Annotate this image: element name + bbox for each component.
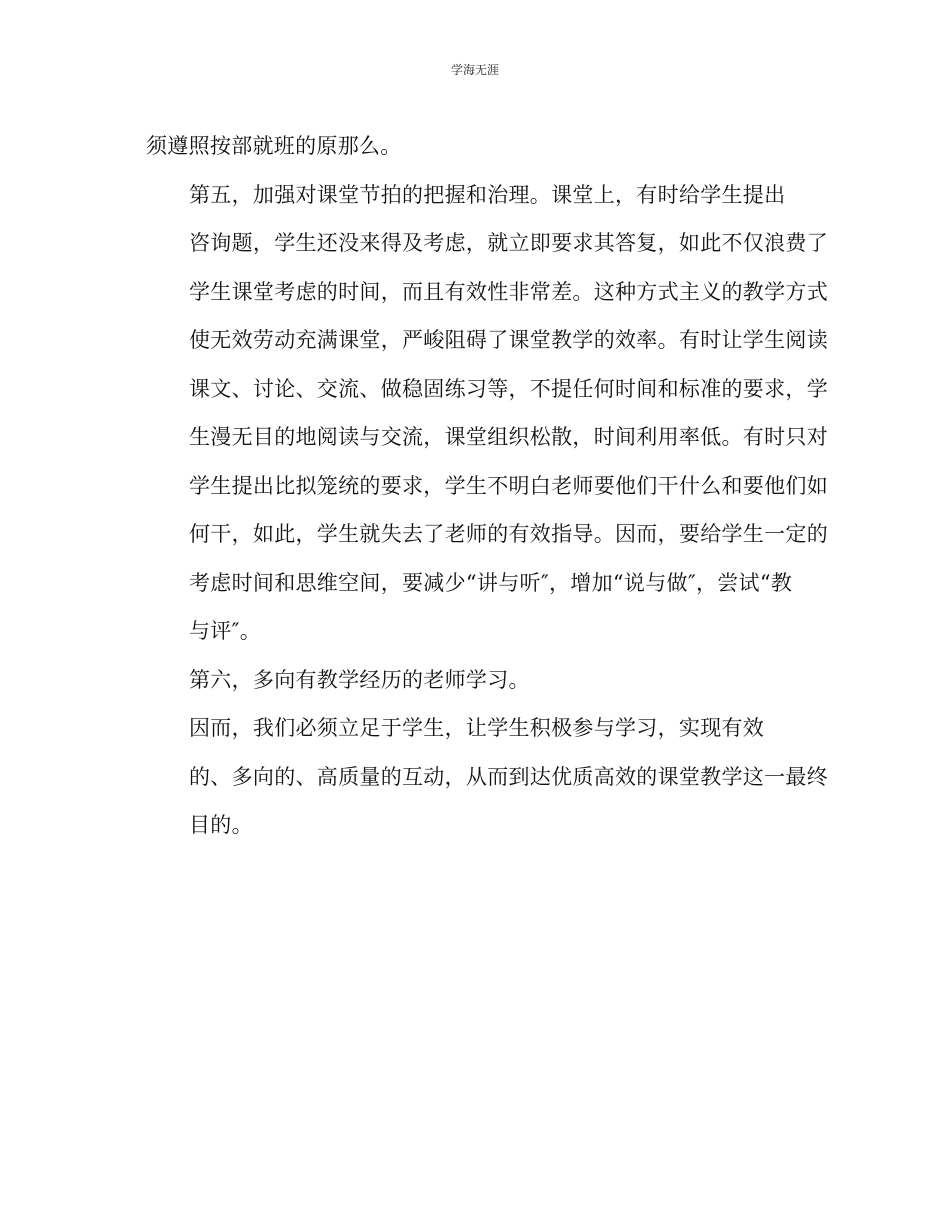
text-line: 目的。 [189, 813, 253, 837]
text-line: 因而，我们必须立足于学生，让学生积极参与学习，实现有效 [189, 716, 765, 740]
text-line: 课文、讨论、交流、做稳固练习等，不提任何时间和标准的要求，学 [189, 376, 828, 401]
text-line: 何干，如此，学生就失去了老师的有效指导。因而，要给学生一定的 [189, 522, 828, 546]
text-line: 考虑时间和思维空间，要减少“讲与听″，增加“说与做″，尝试“教 [189, 570, 793, 595]
text-line: 学生提出比拟笼统的要求，学生不明白老师要他们干什么和要他们如 [189, 473, 828, 498]
text-line: 咨询题，学生还没来得及考虑，就立即要求其答复，如此不仅浪费了 [189, 231, 828, 255]
text-line: 学生课堂考虑的时间，而且有效性非常差。这种方式主义的教学方式 [189, 279, 828, 304]
paragraph [146, 171, 828, 656]
text-line: 使无效劳动充满课堂，严峻阻碍了课堂教学的效率。有时让学生阅读 [189, 328, 828, 352]
document-body [146, 122, 828, 850]
paragraph [146, 122, 800, 171]
text-line: 与评″。 [189, 619, 262, 643]
text-line: 第五，加强对课堂节拍的把握和治理。课堂上，有时给学生提出 [189, 182, 786, 207]
text-line: 须遵照按部就班的原那么。 [146, 134, 402, 158]
text-line: 的、多向的、高质量的互动，从而到达优质高效的课堂教学这一最终 [189, 764, 828, 789]
paragraph [146, 656, 800, 705]
text-line: 第六，多向有教学经历的老师学习。 [189, 667, 530, 692]
text-line: 生漫无目的地阅读与交流，课堂组织松散，时间利用率低。有时只对 [189, 425, 828, 449]
paragraph [146, 704, 828, 850]
page-header: 学海无涯 [450, 63, 499, 77]
